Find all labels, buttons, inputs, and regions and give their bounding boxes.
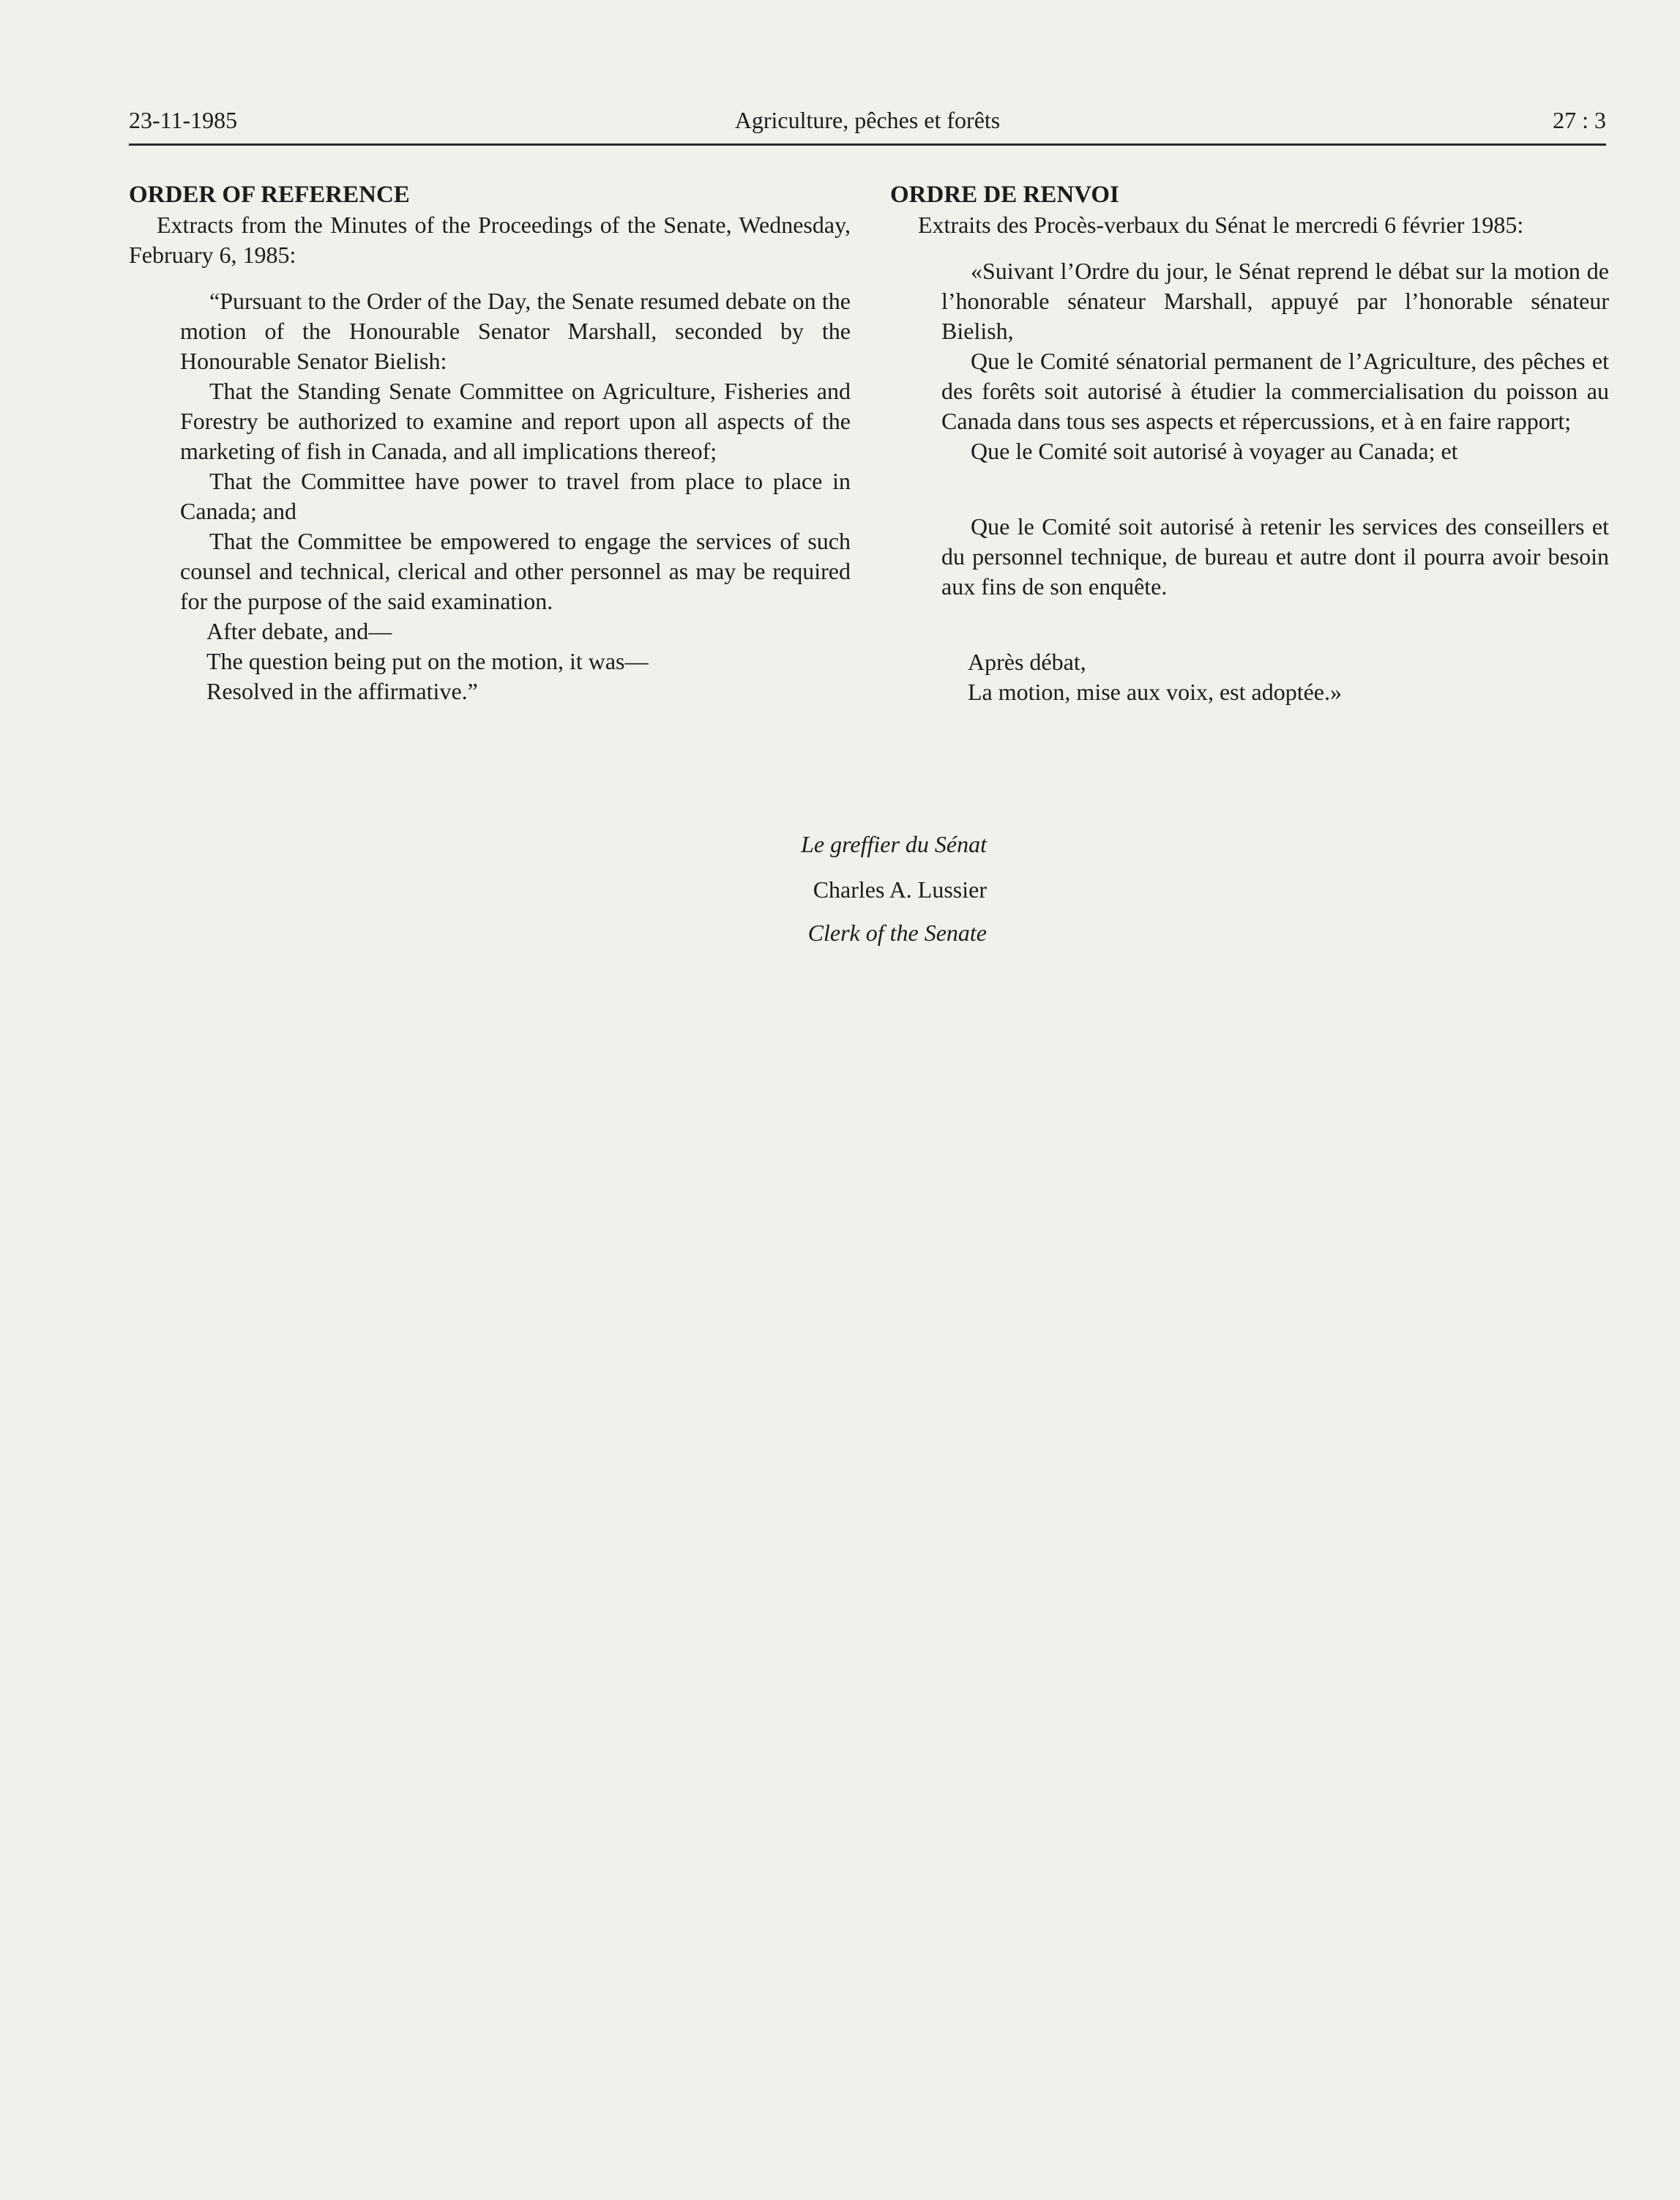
french-intro: Extraits des Procès-verbaux du Sénat le mercredi 6 février 1985: (918, 212, 1524, 238)
english-paragraph: That the Committee have power to travel from place to place in Canada; and (180, 468, 851, 524)
header-page-number: 27 : 3 (1553, 107, 1606, 133)
french-paragraph: La motion, mise aux voix, est adoptée.» (968, 679, 1342, 705)
english-paragraph: The question being put on the motion, it was— (206, 648, 649, 674)
header-date: 23-11-1985 (129, 107, 238, 133)
english-intro: Extracts from the Minutes of the Proceedings of the Senate, Wednesday, February 6, 1985: (129, 212, 851, 268)
french-paragraph: «Suivant l’Ordre du jour, le Sénat reprend le débat sur la motion de l’honorable sénateur Marshall, appuyé par l’honorable sénateur Bielish, (941, 258, 1609, 344)
french-paragraph: Que le Comité soit autorisé à voyager au Canada; et (971, 438, 1458, 464)
english-paragraph: That the Committee be empowered to engage the services of such counsel and technical, clerical and other personnel as may be required for the purpose of the said examination. (180, 528, 851, 614)
header-title: Agriculture, pêches et forêts (734, 107, 1001, 133)
signature-title-french: Le greffier du Sénat (801, 831, 987, 857)
english-paragraph: After debate, and— (206, 618, 392, 644)
french-column (890, 180, 1609, 707)
english-paragraph: That the Standing Senate Committee on Agriculture, Fisheries and Forestry be authorized to examine and report upon all aspects of the marketing of fish in Canada, and all implications thereof; (180, 378, 851, 464)
english-heading: ORDER OF REFERENCE (129, 182, 410, 208)
french-heading: ORDRE DE RENVOI (890, 182, 1119, 208)
header-rule (129, 143, 1606, 146)
french-paragraph: Après débat, (968, 649, 1086, 675)
english-paragraph: “Pursuant to the Order of the Day, the Senate resumed debate on the motion of the Honourable Senator Marshall, seconded by the Honourable Senator Bielish: (180, 288, 851, 374)
french-paragraph: Que le Comité sénatorial permanent de l’Agriculture, des pêches et des forêts soit autorisé à étudier la commercialisation du poisson au Canada dans tous ses aspects et répercussions, et à en faire rapport; (941, 348, 1609, 434)
running-header (129, 107, 1606, 142)
french-paragraph: Que le Comité soit autorisé à retenir les services des conseillers et du personnel technique, de bureau et autre dont il pourra avoir besoin aux fins de son enquête. (941, 513, 1609, 600)
english-column (129, 180, 851, 706)
signature-title-english: Clerk of the Senate (807, 920, 987, 946)
english-paragraph: Resolved in the affirmative.” (206, 678, 478, 704)
signature-name: Charles A. Lussier (813, 876, 987, 903)
